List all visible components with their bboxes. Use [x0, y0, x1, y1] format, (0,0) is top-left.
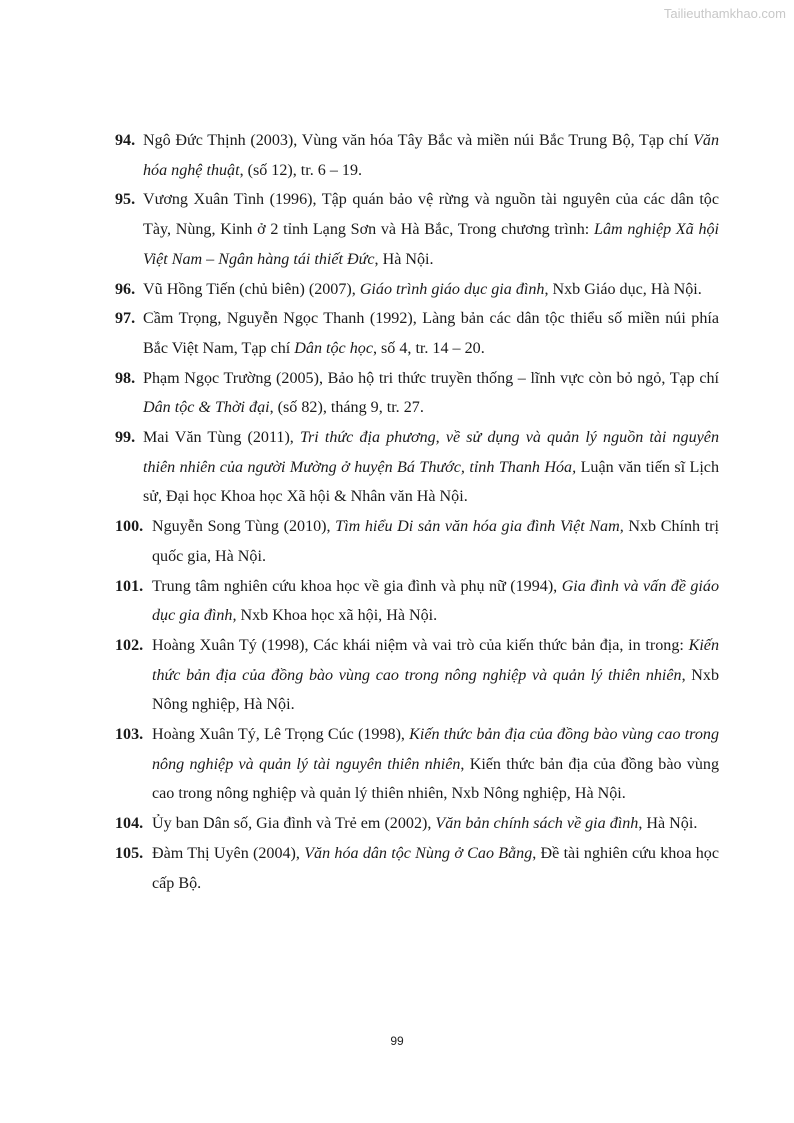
reference-text: , Nxb Giáo dục, Hà Nội. — [544, 280, 702, 298]
reference-number: 95. — [115, 191, 136, 209]
reference-text: Nxb Khoa học xã hội, Hà Nội. — [236, 607, 438, 625]
reference-item — [115, 839, 719, 898]
reference-text: Nxb Chính trị quốc gia, Hà Nội. — [152, 518, 720, 565]
reference-item — [115, 185, 719, 274]
reference-title: Kiến thức bản địa của đồng bào vùng cao trong nông nghiệp và quản lý thiên nhiên — [152, 636, 719, 684]
reference-title: Giáo trình giáo dục gia đình — [359, 280, 545, 298]
reference-text: , Kiến thức bản địa của đồng bào vùng cao trong nông nghiệp và quản lý thiên nhiên, Nxb Nông nghiệp, Hà Nội. — [152, 755, 719, 803]
reference-text: , Đề tài nghiên cứu khoa học cấp Bộ. — [152, 844, 719, 892]
reference-text: , số 4, tr. 14 – 20. — [372, 339, 485, 357]
reference-number: 101. — [115, 577, 144, 595]
reference-text: Luận văn tiến sĩ Lịch sử, Đại học Khoa học Xã hội & Nhân văn Hà Nội. — [143, 458, 719, 506]
reference-item — [115, 512, 719, 571]
reference-text: , (số 12), tr. 6 – 19. — [239, 161, 363, 179]
reference-text: Ngô Đức Thịnh (2003), Vùng văn hóa Tây Bắc và miền núi Bắc Trung Bộ, Tạp chí — [143, 132, 694, 149]
reference-list — [115, 126, 719, 898]
reference-text: Nguyễn Song Tùng (2010), — [152, 518, 336, 536]
page-number: 99 — [390, 1034, 404, 1048]
reference-text: Ủy ban Dân số, Gia đình và Trẻ em (2002), — [152, 815, 436, 833]
reference-title: Văn hóa nghệ thuật — [143, 132, 719, 179]
reference-item — [115, 572, 719, 631]
reference-title: Lâm nghiệp Xã hội Việt Nam – Ngân hàng tái thiết Đức — [143, 221, 720, 268]
reference-title: Tri thức địa phương, về sử dụng và quản lý nguồn tài nguyên thiên nhiên của người Mường ở huyện Bá Thước, tỉnh Thanh Hóa, — [143, 429, 719, 476]
reference-text: Hoàng Xuân Tý, Lê Trọng Cúc (1998), — [152, 726, 410, 744]
reference-number: 97. — [115, 310, 136, 328]
reference-text: , Hà Nội. — [374, 250, 434, 268]
reference-title: Tìm hiểu Di sản văn hóa gia đình Việt Nam, — [335, 518, 624, 536]
reference-number: 99. — [115, 429, 136, 447]
reference-text: Vũ Hồng Tiến (chủ biên) (2007), — [143, 280, 360, 298]
reference-title: Kiến thức bản địa của đồng bào vùng cao trong nông nghiệp và quản lý tài nguyên thiên nhiên — [152, 726, 719, 773]
reference-title: Dân tộc & Thời đại — [143, 399, 270, 417]
reference-number: 104. — [115, 815, 144, 833]
reference-item — [115, 809, 719, 839]
reference-item — [115, 126, 719, 185]
reference-number: 96. — [115, 280, 136, 298]
reference-item — [115, 423, 719, 512]
reference-text: Phạm Ngọc Trường (2005), Bảo hộ tri thức truyền thống – lĩnh vực còn bỏ ngỏ, Tạp chí — [143, 369, 719, 387]
reference-text: Trung tâm nghiên cứu khoa học về gia đình và phụ nữ (1994), — [152, 577, 562, 595]
reference-title: Văn bản chính sách về gia đình — [435, 815, 639, 833]
reference-text: Cầm Trọng, Nguyễn Ngọc Thanh (1992), Làng bản các dân tộc thiểu số miền núi phía Bắc Việt Nam, Tạp chí — [143, 310, 719, 357]
reference-item — [115, 631, 719, 720]
reference-number: 102. — [115, 636, 144, 654]
reference-text: Đàm Thị Uyên (2004), — [152, 844, 305, 862]
reference-title: Gia đình và vấn đề giáo dục gia đình, — [152, 577, 719, 625]
reference-number: 103. — [115, 726, 144, 744]
reference-title: Dân tộc học — [294, 339, 373, 357]
reference-number: 94. — [115, 132, 136, 149]
reference-text: Hoàng Xuân Tý (1998), Các khái niệm và vai trò của kiến thức bản địa, in trong: — [152, 636, 689, 654]
reference-text: , Nxb Nông nghiệp, Hà Nội. — [152, 666, 719, 714]
reference-number: 105. — [115, 844, 144, 862]
reference-item — [115, 364, 719, 423]
reference-item — [115, 275, 719, 305]
reference-text: , (số 82), tháng 9, tr. 27. — [269, 399, 424, 417]
reference-text: , Hà Nội. — [638, 815, 698, 833]
reference-text: Vương Xuân Tình (1996), Tập quán bảo vệ rừng và nguồn tài nguyên của các dân tộc Tày, Nùng, Kinh ở 2 tỉnh Lạng Sơn và Hà Bắc, Trong chương trình: — [143, 191, 719, 239]
reference-item — [115, 304, 719, 363]
reference-title: Văn hóa dân tộc Nùng ở Cao Bằng — [304, 844, 533, 862]
reference-number: 98. — [115, 369, 136, 387]
reference-item — [115, 720, 719, 809]
reference-number: 100. — [115, 518, 144, 536]
watermark: Tailieuthamkhao.com — [663, 6, 786, 21]
reference-text: Mai Văn Tùng (2011), — [143, 429, 300, 447]
